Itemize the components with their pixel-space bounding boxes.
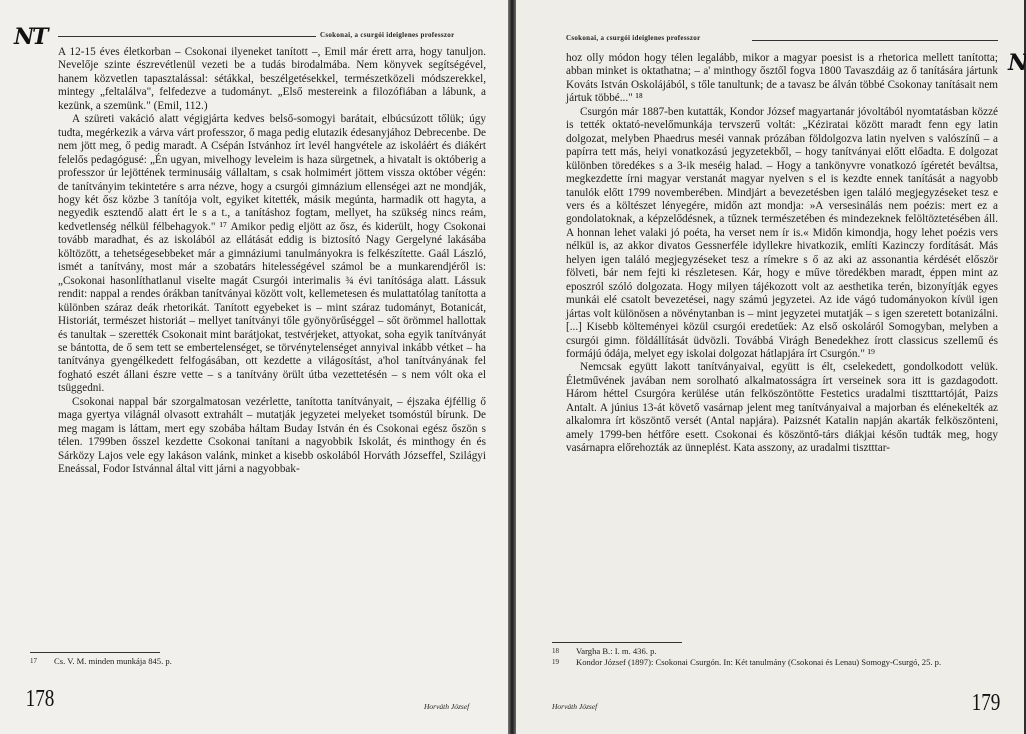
- left-body-text: [58, 46, 486, 477]
- book-gutter: [508, 0, 516, 734]
- paragraph: Csurgón már 1887-ben kutatták, Kondor József magyartanár jóvoltából nyomtatásban közzé is tették oktató-nevelőmunkája tervszerű voltát: „Kéziratai között maradt fenn egy latin dolgozat, melyben Phaedrus meséi vannak prózában földolgozva latin nyelven s valószínű – a papírra tett más, heiyi vonatkozású jegyzetekből, – hogy tanítványai előtt előadta. E dolgozat különben töredékes s a 3-ik meséig halad. – Hogy a tankönyvre vonatkozó ígéretét beváltsa, megkezdette írni magyar verstanát magyar nyelven s el is kezdte ennek tanítását a nagyobb tanulók előtt 1799 novemberében. Mindjárt a bevezetésben igen találó megjegyzéseket tesz e vers és a költészet lényegére, midőn azt mondja: »A versesinálás nem poézis: mert ez a gondolatoknak, a képzelődésnek, a tűznek természetében és mindezeknek felöltöztetésében áll. A honnan lehet valaki jó poéta, ha verset nem ír is.« Midőn kimondja, hogy lehet poézis vers nélkül is, az akkor divatos Gessnerféle idyllekre hivatkozik, említi Kazinczy fordítását. Más helyen igen találó megjegyzéseket tesz a rímekre s ő az aki az assonantia kérdését először fölveti, bár nem fejti ki részletesen. Kár, hogy e műve töredékben maradt, éppen mint az eposzról szóló dolgozata. Hogy milyen tájékozott volt az aesthetika terén, bizonyítják egyes munkái elé csatolt bevezetései, nagy számú jegyzetei. Az ide vágó tudományokon kívül igen jártas volt különösen a növénytanban is – mint jegyzetei mutatják – s igen szeretett botanizálni. [...] Kisebb költeményei közül csurgói eredetűek: Az első oskoláról Somogyban, melyben a csurgói gimn. földállítását üdvözli. Továbbá Virágh Benedekhez írott classicus szellemű és formájú ódája, melyet egy iskolai dolgozat hátlapjára írt Csurgón." ¹⁹: [566, 105, 998, 360]
- running-head-right: Csokonai, a csurgói ideiglenes professzor: [566, 34, 701, 42]
- paragraph: Csokonai nappal bár szorgalmatosan vezérlette, tanította tanítványait, – éjszaka éjféllig ő maga gyertya világnál olvasott extrahált – mutatják jegyzetei melyeket tsomóstúl bírunk. De meg magam is láttam, mert egy szobába háltam Buday István én és Csokonai egész őszön s télen. 1799ben ősszel kezdette Csokonai tanítani a nagyobbik Iskolát, és minthogy én és Sárközy Lajos vele egy lakáson valánk, minket a kisebb oskolából Horváth Józseffel, Szilágyi Eneással, Fodor Istvánnal által vitt járni a nagyobbak-: [58, 395, 486, 476]
- header-rule-right: [752, 40, 998, 41]
- header-rule-left: [58, 36, 316, 37]
- running-head-left: Csokonai, a csurgói ideiglenes professzor: [320, 31, 455, 39]
- page-number-right: 179: [971, 690, 1001, 716]
- right-page: [516, 0, 1024, 734]
- author-footer-left: Horváth József: [424, 702, 470, 711]
- paragraph: hoz olly módon hogy télen legalább, mikor a magyar poesist is a rhetorica mellett tanította; abban minket is oktathatna; – a' minthogy ősztől fogva 1800 Tavaszdáig az ő tanítására jártunk Kováts István Oskolájából, s tőle tanultunk; de a tavasz be álván többé Csokonay tanításait nem jártuk többé..." ¹⁸: [566, 52, 998, 105]
- publisher-logo-right: N: [1008, 50, 1026, 76]
- footnote: [30, 656, 470, 667]
- footnote-number: 17: [30, 657, 37, 665]
- footnote-number: 18: [552, 647, 559, 655]
- author-footer-right: Horváth József: [552, 702, 598, 711]
- paragraph: A szüreti vakáció alatt végigjárta kedves belső-somogyi barátait, elbúcsúzott tőlük; úgy tudta, megérkezik a várva várt professzor, ő maga pedig elutazik édesanyjához Debrecenbe. De nem jött meg, ő pedig maradt. A Csépán Istvánhoz írt levél hangvétele az iskoláért és diákért felelős pedagógusé: „Én ugyan, mivelhogy leveleim is haza sürgetnek, a hivatalt is októberig a professzor úr lejöttének terminusáig vállaltam, s csak holmimért jöttem vissza október végén: de tanítványim tekintetére s arra nézve, hogy a csurgói gimnázium ellenségei azt ne mondják, hogy két ősz közbe 3 tanítója volt, egyiket kitették, másik megúnta, harmadik ott hagyta, a negyedik esztendő alatt ért le s a t., a tanításhoz fogtam, mellyet, ha szükség nincs reám, kedvetlenség nélkül félbehagyok." ¹⁷ Amikor pedig eljött az ősz, és kiderült, hogy Csokonai tovább maradhat, és az iskolából az ellátását eddig is biztosító Nagy Gergelyné lakásába költözött, a tehetségesebbeket már a gimnáziumi tanulmányokra is felkészítette. Gaál László, ismét a tanítvány, most már a szobatárs hitelességével számol be a munkarendjéről is: „Csokonai hasonlíthatlanul viselte magát Csurgói interimalis ¾ évi tanítósága alatt. Lássuk rendit: nappal a rendes órákban tanítványai között volt, kellemetesen és mulattatólag tanította a különben száraz deák rhetorikát. Tanított egyebeket is – mint száraz tudományt, Botanicát, Historiát, természet historiát – mellyet tanítványi tőle gyönyörűséggel – sőt örömmel hallottak és tanultak – szerették Csokonait mint barátjokat, testvérjeket, attyokat, soha egyik tanítványát se bántotta, de ő sem tett se embertelenséget, se törvénytelenséget annyival inkább vétket – ha tanítványa gyengélkedett felfogásában, ott kezdette a világosítást, a'hol tanítványának fel fogható eszét állani észre vette – s a tanítvány örült útba vezettetésén – s nem vólt oka el tsüggedni.: [58, 113, 486, 395]
- footnote: [552, 657, 998, 668]
- footnote-rule-right: [552, 642, 682, 643]
- footnote-text: Vargha B.: I. m. 436. p.: [576, 646, 657, 656]
- publisher-logo-left: NT: [14, 24, 47, 50]
- paragraph: A 12-15 éves életkorban – Csokonai ilyeneket tanított –, Emil már érett arra, hogy tanuljon. Nevelője szinte észrevétlenül vezeti be a tudás birodalmába. Nem könyvek segítségével, hanem közvetlen tapasztalással: sétákkal, beszélgetésekkel, természetközeli módszerekkel, mintegy „feltalálva", felfedezve a tudományt. „Első mestereink a filozófiában a lábunk, a kezünk, a szemünk." (Emil, 112.): [58, 46, 486, 112]
- page-number-left: 178: [25, 686, 55, 712]
- footnote-number: 19: [552, 658, 559, 666]
- footnote-rule-left: [30, 652, 160, 653]
- footnotes-right: [552, 646, 998, 668]
- footnotes-left: [30, 656, 470, 667]
- paragraph: Nemcsak együtt lakott tanítványaival, együtt is élt, cselekedett, gondolkodott velük. Életművének javában nem sorolható alkalmatosságra írt verseinek sora itt is gazdagodott. Három héttel Csurgóra kerülése után felköszöntötte Festetics uradalmi tisztttartóját, Paizs Antalt. A június 13-át követő vasárnap jelent meg tanítványaival a majorban és elénekelték az alkalomra írt köszöntő versét (Antal napjára). Paizsnét Katalin napján akarták felköszönteni, amely 1799-ben hétfőre esett. Csokonai és köszöntő-társ diákjai későn tudták meg, hogy vasárnapra előrehozták az ünneplést. Kata asszony, az uradalmi tisztttar-: [566, 361, 998, 455]
- footnote-text: Kondor József (1897): Csokonai Csurgón. In: Két tanulmány (Csokonai és Lenau) Somogy-Csurgó, 25. p.: [576, 657, 942, 667]
- footnote-text: Cs. V. M. minden munkája 845. p.: [54, 656, 172, 666]
- left-page: [0, 0, 508, 734]
- footnote: [552, 646, 998, 657]
- right-body-text: [566, 52, 998, 456]
